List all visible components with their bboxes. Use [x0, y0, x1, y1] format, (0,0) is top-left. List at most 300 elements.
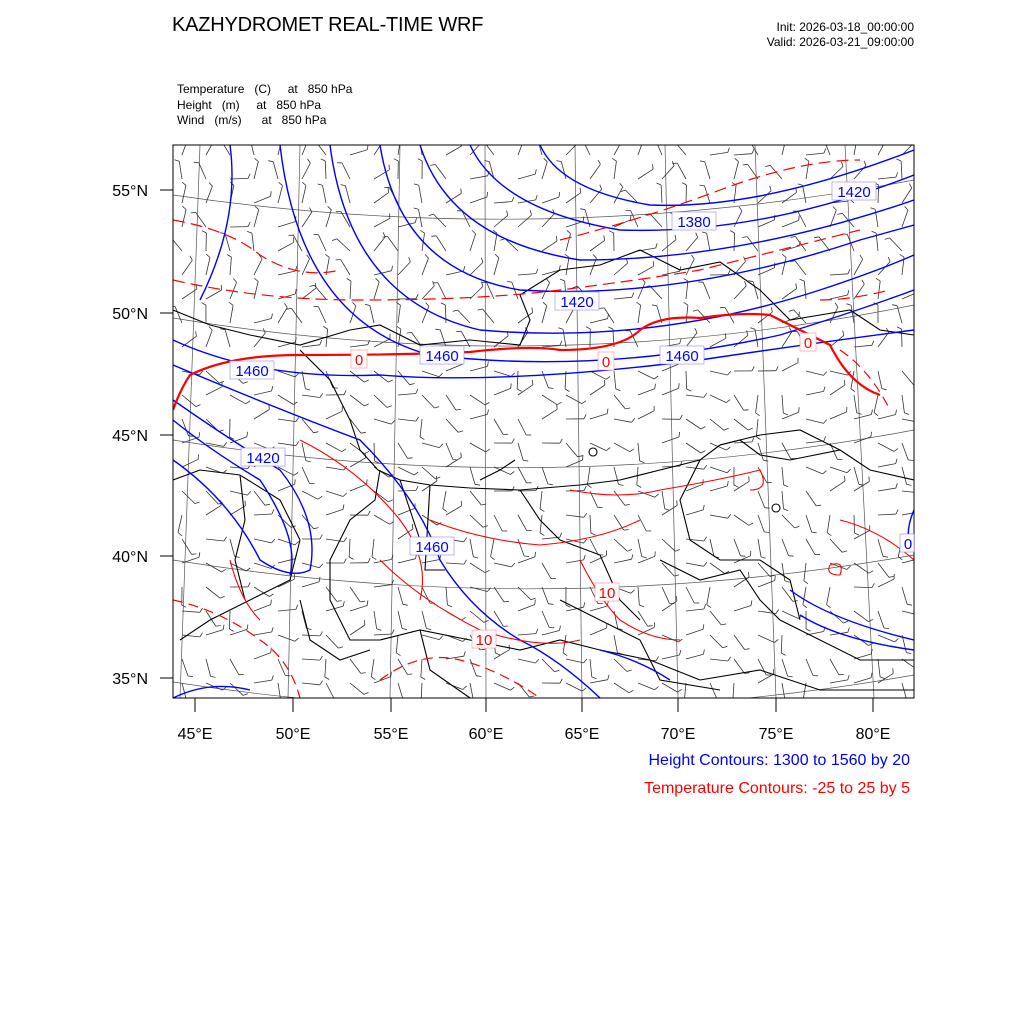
wind-barb-flag	[748, 428, 753, 430]
wind-barb-flag	[532, 308, 533, 313]
wind-barb	[518, 215, 532, 227]
wind-barb-flag	[495, 653, 500, 655]
wind-barb-flag	[567, 230, 571, 233]
wind-barb	[662, 683, 678, 692]
wind-barb	[518, 138, 525, 155]
wind-barb	[662, 539, 675, 551]
wind-barb-flag	[669, 141, 674, 142]
wind-barb	[590, 414, 607, 419]
wind-barb-flag	[209, 183, 212, 187]
wind-barb-flag	[536, 269, 538, 274]
wind-barb	[590, 240, 605, 251]
wind-barb-flag	[338, 647, 343, 648]
wind-barb	[302, 288, 316, 299]
wind-barb-flag	[435, 329, 440, 330]
wind-barb	[614, 419, 632, 422]
wind-barb	[494, 515, 502, 531]
wind-barb	[806, 153, 824, 155]
wind-barb-flag	[584, 513, 587, 517]
wind-barb	[854, 467, 859, 484]
wind-barb	[782, 587, 793, 601]
wind-barb	[374, 634, 392, 635]
wind-barb-flag	[293, 402, 297, 405]
wind-barb	[854, 415, 871, 420]
wind-barb	[614, 395, 625, 409]
wind-barb-flag	[212, 135, 215, 139]
wind-barb	[225, 330, 230, 347]
wind-barb	[182, 539, 192, 554]
wind-barb	[827, 515, 830, 533]
wind-barb-flag	[582, 401, 586, 404]
wind-barb	[470, 467, 475, 484]
wind-barb-flag	[199, 552, 200, 557]
wind-barb	[710, 152, 728, 155]
lon-label: 70°E	[660, 726, 696, 743]
wind-barb-flag	[704, 393, 707, 397]
wind-barb	[878, 579, 894, 587]
wind-barb-flag	[325, 254, 329, 257]
wind-barb-flag	[599, 308, 604, 309]
wind-barb-flag	[320, 656, 323, 660]
temperature-label	[900, 534, 914, 553]
wind-barb	[638, 556, 655, 563]
wind-barb-flag	[295, 541, 299, 545]
wind-barb	[782, 138, 786, 156]
wind-barb	[854, 345, 872, 347]
wind-barb	[254, 282, 258, 300]
height-label	[241, 448, 285, 467]
wind-barb-flag	[587, 485, 591, 488]
wind-barb	[443, 491, 446, 509]
wind-barb-flag	[625, 408, 630, 409]
wind-barb	[302, 163, 310, 179]
wind-barb-flag	[255, 158, 259, 161]
wind-barb-flag	[735, 158, 739, 161]
wind-barb	[710, 611, 721, 625]
wind-barb	[662, 437, 679, 443]
wind-barb-flag	[606, 448, 610, 451]
wind-barb-flag	[211, 676, 216, 677]
wind-barb-flag	[308, 159, 311, 163]
wind-barb	[396, 635, 398, 653]
wind-barb-flag	[243, 694, 248, 696]
wind-barb-flag	[536, 629, 538, 634]
wind-barb	[483, 309, 494, 323]
wind-barb-flag	[343, 505, 344, 510]
wind-barb-flag	[559, 265, 560, 270]
wind-barb	[182, 210, 186, 228]
wind-barb	[782, 611, 798, 619]
wind-barb-flag	[691, 255, 694, 259]
wind-barb	[566, 234, 571, 251]
wind-barb	[614, 683, 629, 693]
wind-barb-flag	[325, 677, 329, 680]
wind-barb	[542, 395, 557, 405]
wind-barb	[782, 515, 795, 528]
wind-barb-flag	[495, 254, 499, 257]
temperature-label	[598, 352, 614, 371]
wind-barb	[206, 290, 222, 299]
wind-barb-flag	[377, 629, 382, 631]
wind-barb-flag	[733, 701, 737, 704]
wind-barb	[206, 659, 211, 676]
wind-barb-flag	[559, 192, 560, 197]
wind-barb-flag	[872, 231, 877, 233]
lat-label: 35°N	[112, 671, 148, 688]
wind-barb	[782, 467, 784, 485]
wind-barb-flag	[360, 601, 365, 602]
wind-barb	[206, 539, 224, 541]
wind-barb	[830, 371, 848, 375]
wind-barb	[318, 235, 326, 251]
wind-barb-flag	[383, 232, 385, 237]
wind-barb-flag	[885, 238, 890, 240]
wind-barb-flag	[248, 222, 250, 227]
wind-barb-flag	[584, 602, 585, 607]
wind-barb-flag	[632, 293, 634, 298]
wind-barb-flag	[795, 526, 800, 528]
wind-barb-flag	[675, 550, 680, 552]
wind-barb-flag	[842, 551, 847, 552]
wind-barb	[254, 653, 271, 659]
wind-barb-flag	[897, 327, 902, 329]
wind-barb	[337, 239, 350, 251]
wind-barb-flag	[512, 439, 514, 444]
wind-barb-flag	[764, 532, 769, 533]
wind-barb-flag	[882, 389, 887, 390]
wind-barb	[710, 371, 728, 375]
wind-barb	[756, 395, 758, 413]
wind-barb-flag	[749, 523, 753, 525]
wind-barb-flag	[655, 384, 656, 389]
wind-barb-flag	[320, 340, 322, 345]
wind-barb-flag	[453, 310, 458, 311]
wind-barb-flag	[620, 135, 623, 139]
wind-barb	[422, 286, 434, 299]
height-label	[660, 346, 704, 365]
wind-barb-flag	[775, 576, 776, 581]
wind-barb	[422, 395, 434, 408]
wind-barb-flag	[314, 528, 319, 529]
wind-barb	[254, 680, 272, 683]
wind-barb-flag	[391, 672, 392, 677]
wind-barb	[326, 539, 344, 542]
wind-barb-flag	[388, 380, 393, 382]
wind-barb-flag	[703, 649, 704, 654]
wind-barb-flag	[749, 476, 750, 481]
wind-barb	[230, 395, 246, 404]
wind-barb-flag	[202, 231, 206, 233]
wind-barb	[590, 659, 592, 677]
wind-barb	[590, 556, 606, 564]
wind-barb-flag	[320, 393, 323, 397]
wind-barb-flag	[578, 456, 583, 457]
wind-barb	[278, 635, 295, 641]
wind-barb-flag	[349, 557, 353, 559]
wind-barb-flag	[462, 617, 466, 620]
wind-barb	[878, 611, 884, 628]
wind-barb-flag	[402, 629, 407, 630]
wind-barb	[542, 587, 548, 604]
wind-barb-flag	[328, 206, 332, 210]
wind-barb-flag	[632, 418, 635, 422]
wind-barb	[650, 214, 662, 227]
wind-barb-flag	[391, 421, 394, 425]
wind-barb	[590, 443, 606, 451]
wind-barb-flag	[604, 380, 605, 385]
wind-barb	[254, 514, 272, 515]
wind-barb	[710, 395, 726, 403]
wind-barb-flag	[254, 278, 258, 281]
wind-barb	[710, 635, 723, 648]
wind-barb-flag	[361, 432, 366, 433]
wind-barb-flag	[789, 310, 794, 312]
wind-barb-flag	[771, 307, 772, 312]
wind-barb-flag	[517, 389, 521, 391]
wind-barb-flag	[557, 402, 561, 405]
wind-barb	[830, 659, 839, 675]
wind-barb	[314, 285, 326, 299]
wind-barb-flag	[909, 184, 912, 188]
wind-barb	[806, 371, 824, 375]
wind-barb	[662, 491, 665, 509]
wind-barb-flag	[478, 309, 483, 310]
wind-barb	[614, 161, 616, 179]
wind-barb-flag	[593, 255, 596, 259]
wind-barb-flag	[195, 502, 200, 504]
wind-barb	[470, 611, 484, 622]
wind-barb	[734, 395, 744, 410]
wind-barb	[278, 271, 296, 275]
wind-barb-flag	[700, 161, 705, 162]
wind-barb	[542, 631, 559, 636]
wind-barb	[350, 659, 361, 673]
wind-barb	[446, 419, 458, 432]
wind-barb-flag	[388, 188, 389, 193]
wind-barb	[590, 680, 608, 683]
wind-barb-flag	[776, 366, 778, 371]
wind-barb-flag	[337, 601, 342, 602]
wind-barb-flag	[818, 138, 823, 139]
wind-barb	[710, 515, 728, 518]
wind-barb	[505, 239, 518, 251]
wind-barb	[638, 371, 654, 379]
wind-barb-flag	[461, 453, 462, 458]
wind-barb	[398, 467, 414, 475]
wind-barb-flag	[726, 400, 730, 403]
wind-barb-flag	[408, 458, 413, 459]
wind-barb-flag	[682, 183, 686, 185]
lat-label: 45°N	[112, 428, 148, 445]
wind-barb-flag	[619, 484, 624, 485]
wind-barb	[542, 371, 548, 388]
wind-barb	[878, 415, 896, 419]
wind-barb-flag	[728, 270, 730, 275]
wind-barb	[254, 632, 272, 635]
height-legend: Height Contours: 1300 to 1560 by 20	[648, 752, 910, 769]
wind-barb-flag	[227, 255, 231, 258]
wind-barb	[398, 262, 410, 275]
wind-barb-flag	[765, 165, 770, 166]
wind-barb	[446, 587, 447, 605]
wind-barb	[902, 491, 920, 493]
wind-barb-flag	[823, 471, 827, 474]
wind-barb	[494, 215, 508, 227]
wind-barb-flag	[557, 404, 558, 409]
wind-barb-flag	[343, 493, 347, 497]
wind-barb-flag	[421, 701, 425, 704]
wind-barb-flag	[804, 581, 808, 584]
wind-barb	[326, 509, 343, 515]
wind-barb	[206, 139, 215, 155]
wind-barb-flag	[272, 675, 274, 680]
wind-barb	[614, 659, 627, 672]
wind-barb	[206, 505, 221, 515]
wind-barb-flag	[848, 675, 850, 680]
wind-barb	[540, 491, 542, 509]
wind-barb-flag	[752, 366, 754, 371]
wind-barb-flag	[844, 380, 845, 385]
wind-barb-flag	[229, 629, 233, 631]
wind-barb-flag	[583, 217, 584, 222]
lon-label: 65°E	[564, 726, 600, 743]
wind-barb-flag	[598, 160, 600, 164]
wind-barb-flag	[584, 659, 587, 663]
wind-barb-flag	[582, 688, 586, 691]
wind-barb-flag	[591, 533, 596, 535]
wind-barb-flag	[474, 701, 479, 702]
wind-barb	[902, 611, 920, 615]
wind-barb-flag	[532, 380, 533, 385]
wind-barb	[854, 137, 857, 155]
wind-barb-flag	[463, 686, 467, 689]
wind-barb-flag	[920, 612, 923, 616]
wind-barb	[878, 673, 893, 683]
wind-barb-flag	[376, 278, 380, 282]
wind-barb	[494, 419, 503, 435]
wind-barb	[342, 163, 350, 179]
wind-barb-flag	[245, 136, 250, 137]
wind-barb-flag	[580, 209, 585, 210]
wind-barb-flag	[464, 560, 467, 564]
wind-barb	[422, 258, 429, 275]
wind-barb	[278, 395, 293, 405]
wind-barb	[278, 659, 285, 676]
svg-text:1460: 1460	[425, 348, 459, 365]
valid-time: Valid: 2026-03-21_09:00:00	[766, 35, 914, 49]
wind-barb	[806, 467, 823, 474]
wind-barb-flag	[559, 626, 560, 631]
wind-barb	[518, 634, 536, 635]
wind-barb-flag	[296, 418, 299, 422]
wind-barb	[614, 263, 628, 275]
wind-barb	[758, 539, 761, 557]
wind-barb	[748, 164, 758, 179]
wind-barb	[206, 443, 224, 446]
wind-barb	[302, 212, 312, 227]
wind-barb-flag	[487, 410, 488, 415]
wind-barb-flag	[816, 505, 821, 506]
temperature-contour-labels	[351, 333, 914, 649]
wind-barb	[436, 236, 446, 251]
wind-barb	[182, 138, 188, 155]
wind-barb	[566, 257, 569, 275]
wind-barb	[302, 491, 318, 499]
graticule	[173, 145, 914, 709]
wind-barb-flag	[739, 207, 742, 211]
wind-barb	[705, 162, 710, 179]
wind-barb-flag	[835, 303, 838, 307]
wind-barb-flag	[848, 269, 850, 274]
latitude-axis	[112, 183, 173, 688]
wind-barb	[614, 139, 623, 155]
wind-barb-flag	[281, 701, 286, 703]
wind-barb-flag	[269, 594, 273, 597]
wind-barb	[590, 164, 600, 179]
wind-barb	[374, 515, 390, 524]
wind-barb	[662, 388, 679, 395]
svg-text:1420: 1420	[837, 184, 871, 201]
wind-barb	[302, 395, 320, 398]
wind-barb	[438, 283, 446, 299]
wind-barb-flag	[880, 677, 885, 679]
wind-barb-flag	[507, 282, 512, 283]
wind-barb-flag	[693, 310, 698, 311]
wind-barb	[446, 683, 463, 690]
wind-barb-flag	[727, 469, 731, 473]
wind-barb-flag	[625, 504, 630, 505]
wind-barb-flag	[727, 447, 731, 450]
wind-barb	[614, 467, 619, 484]
wind-barb-flag	[294, 472, 298, 475]
wind-barb-flag	[765, 508, 770, 509]
wind-barb	[734, 286, 746, 299]
wind-barb-flag	[209, 326, 212, 330]
wind-barb-flag	[907, 700, 912, 701]
wind-barb-flag	[919, 554, 920, 559]
wind-barb-flag	[416, 486, 418, 491]
wind-barb-flag	[418, 159, 422, 161]
wind-barb-flag	[824, 372, 827, 376]
wind-barb	[446, 443, 453, 460]
wind-barb	[374, 218, 390, 227]
wind-barb-flag	[368, 511, 370, 516]
wind-barb-flag	[306, 461, 311, 462]
wind-barb-flag	[871, 432, 872, 437]
wind-barb-flag	[639, 605, 644, 607]
wind-barb-flag	[414, 472, 418, 475]
wind-barb	[230, 629, 247, 635]
wind-barb	[542, 409, 557, 419]
wind-barb	[254, 162, 258, 180]
wind-barb-flag	[524, 556, 529, 557]
wind-barb-flag	[319, 577, 320, 582]
wind-barb	[302, 611, 307, 628]
wind-barb-flag	[824, 420, 827, 424]
wind-barb-flag	[383, 236, 388, 237]
wind-barb	[326, 443, 342, 452]
wind-barb	[374, 395, 387, 408]
wind-barb	[566, 460, 583, 467]
wind-barb	[398, 394, 416, 396]
wind-barb	[199, 163, 206, 179]
wind-barb-flag	[480, 649, 485, 650]
wind-barb-flag	[675, 235, 676, 240]
wind-barb-flag	[784, 485, 789, 487]
wind-barb	[398, 419, 416, 421]
wind-barb-flag	[897, 159, 902, 161]
wind-barb	[758, 674, 774, 683]
